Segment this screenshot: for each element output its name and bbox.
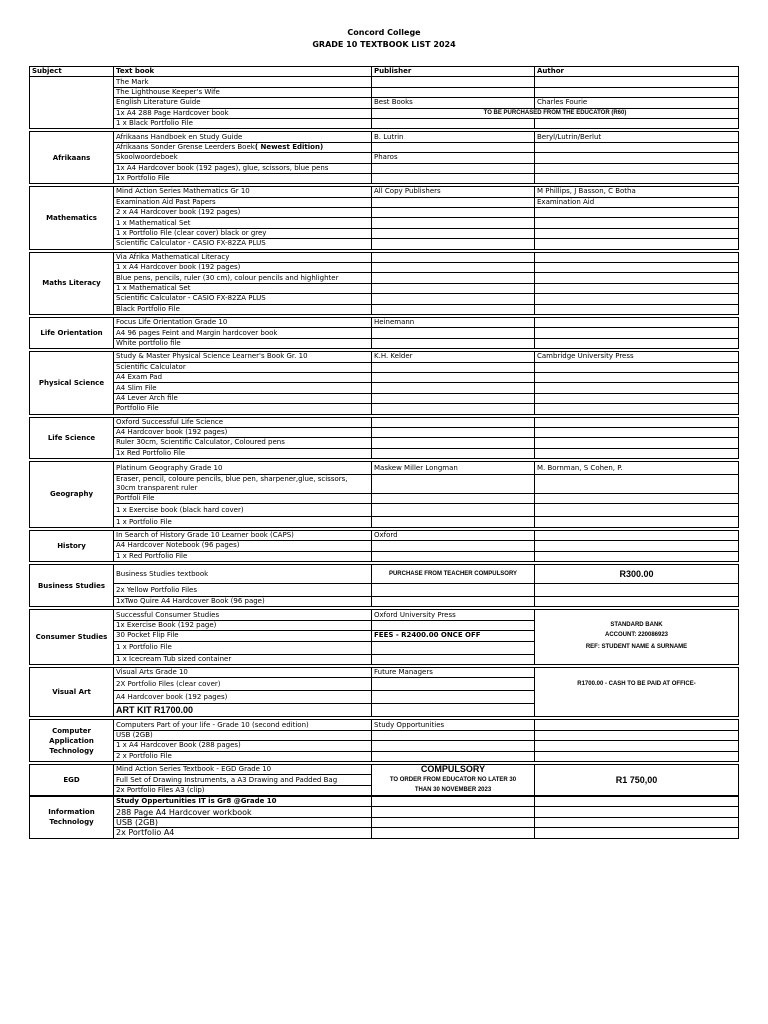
table-row xyxy=(30,98,739,108)
book-cell: 1 x Portfolio File (clear cover) black or grey xyxy=(114,228,372,238)
textbook-table xyxy=(29,66,738,839)
book-cell: Visual Arts Grade 10 xyxy=(114,667,372,677)
book-cell: The Mark xyxy=(114,77,372,87)
table-row xyxy=(30,764,739,774)
table-row xyxy=(30,427,739,437)
publisher-cell: Pharos xyxy=(372,153,535,163)
book-cell: 2 x A4 Hardcover book (192 pages) xyxy=(114,208,372,218)
price-cell: R300.00 xyxy=(535,565,739,584)
book-cell: Scientific Calculator - CASIO FX-82ZA PLUS xyxy=(114,294,372,304)
subject-cell: Computer Application Technology xyxy=(30,720,114,762)
table-row xyxy=(30,87,739,97)
subject-cell: Maths Literacy xyxy=(30,252,114,314)
table-row xyxy=(30,163,739,173)
book-cell: A4 Hardcover book (192 pages) xyxy=(114,427,372,437)
table-row xyxy=(30,775,739,785)
author-cell: Cambridge University Press xyxy=(535,352,739,362)
book-cell: 2 x Portfolio File xyxy=(114,751,372,761)
book-cell: 1 x Exercise book (black hard cover) xyxy=(114,504,372,517)
table-row xyxy=(30,494,739,504)
consumer-studies-group xyxy=(29,609,739,665)
compulsory-label: COMPULSORY xyxy=(372,764,535,774)
book-cell: 1 x A4 Hardcover book (192 pages) xyxy=(114,263,372,273)
table-row xyxy=(30,372,739,382)
book-cell: Black Portfolio File xyxy=(114,304,372,314)
book-cell: 2x Portfolio Files A3 (clip) xyxy=(114,785,372,795)
table-row xyxy=(30,704,739,717)
table-row xyxy=(30,197,739,207)
book-cell: Blue pens, pencils, ruler (30 cm), colour pencils and highlighter xyxy=(114,273,372,283)
table-row xyxy=(30,294,739,304)
table-row xyxy=(30,462,739,475)
table-row xyxy=(30,807,739,817)
publisher-cell: Oxford xyxy=(372,530,535,540)
table-row xyxy=(30,153,739,163)
table-row xyxy=(30,118,739,128)
book-cell: Scientific Calculator xyxy=(114,362,372,372)
table-row xyxy=(30,475,739,494)
book-cell: 30 Pocket Flip File xyxy=(114,631,372,641)
table-row xyxy=(30,263,739,273)
book-cell: 2x Portfolio A4 xyxy=(114,828,372,838)
table-row xyxy=(30,667,739,677)
table-row xyxy=(30,208,739,218)
publisher-cell: All Copy Publishers xyxy=(372,187,535,197)
table-row xyxy=(30,438,739,448)
table-row xyxy=(30,317,739,327)
book-cell: Examination Aid Past Papers xyxy=(114,197,372,207)
table-row xyxy=(30,132,739,142)
table-row xyxy=(30,720,739,730)
book-cell: 2X Portfolio Files (clear cover) xyxy=(114,678,372,691)
purchase-note: TO BE PURCHASED FROM THE EDUCATOR (R60) xyxy=(372,108,739,118)
table-row xyxy=(30,551,739,561)
art-kit-cell: ART KIT R1700.00 xyxy=(114,704,372,717)
business-studies-group xyxy=(29,564,739,607)
book-cell: Platinum Geography Grade 10 xyxy=(114,462,372,475)
publisher-cell: Heinemann xyxy=(372,317,535,327)
book-cell: Full Set of Drawing Instruments, a A3 Drawing and Padded Bag xyxy=(114,775,372,785)
book-cell: Computers Part of your life - Grade 10 (second edition) xyxy=(114,720,372,730)
publisher-cell: Future Managers xyxy=(372,667,535,677)
table-row xyxy=(30,620,739,630)
author-cell: M Phillips, J Basson, C Botha xyxy=(535,187,739,197)
egd-group xyxy=(29,764,739,796)
subject-cell: Consumer Studies xyxy=(30,610,114,665)
mathematics-group xyxy=(29,186,739,249)
publisher-cell: Oxford University Press xyxy=(372,610,535,620)
author-cell: M. Bornman, S Cohen, P. xyxy=(535,462,739,475)
publisher-cell: K.H. Kelder xyxy=(372,352,535,362)
book-cell: Study Oppertunities IT is Gr8 @Grade 10 xyxy=(114,797,372,807)
table-row xyxy=(30,565,739,584)
subject-cell: EGD xyxy=(30,764,114,795)
maths-literacy-group xyxy=(29,252,739,315)
edition-note: ( Newest Edition) xyxy=(254,142,324,151)
table-row xyxy=(30,631,739,641)
table-row xyxy=(30,142,739,152)
subject-cell: Life Science xyxy=(30,417,114,459)
table-row xyxy=(30,641,739,654)
table-row xyxy=(30,404,739,414)
book-cell: 2x Yellow Portfolio Files xyxy=(114,584,372,597)
table-row xyxy=(30,187,739,197)
book-cell: Eraser, pencil, coloure pencils, blue pen, sharpener,glue, scissors, 30cm transparent ruler xyxy=(114,475,372,494)
book-cell: 1xTwo Quire A4 Hardcover Book (96 page) xyxy=(114,597,372,607)
publisher-cell: Best Books xyxy=(372,98,535,108)
table-row xyxy=(30,504,739,517)
book-cell: 1x A4 Hardcover book (192 pages), glue, scissors, blue pens xyxy=(114,163,372,173)
subject-cell: Afrikaans xyxy=(30,132,114,184)
table-row xyxy=(30,741,739,751)
table-row xyxy=(30,584,739,597)
table-row xyxy=(30,228,739,238)
book-cell: 1 x Icecream Tub sized container xyxy=(114,654,372,664)
book-cell: A4 Hardcover Notebook (96 pages) xyxy=(114,541,372,551)
book-cell: Study & Master Physical Science Learner's Book Gr. 10 xyxy=(114,352,372,362)
subject-cell: Geography xyxy=(30,462,114,528)
book-cell: 1 x Mathematical Set xyxy=(114,283,372,293)
author-cell: Charles Fourie xyxy=(535,98,739,108)
author-cell: Beryl/Lutrin/Berlut xyxy=(535,132,739,142)
table-row xyxy=(30,517,739,527)
book-cell: Mind Action Series Mathematics Gr 10 xyxy=(114,187,372,197)
book-cell: Mind Action Series Textbook - EGD Grade 10 xyxy=(114,764,372,774)
book-cell: 1 x Black Portfolio File xyxy=(114,118,372,128)
book-cell: 1 x Red Portfolio File xyxy=(114,551,372,561)
book-cell: Scientific Calculator - CASIO FX-82ZA PLUS xyxy=(114,239,372,249)
subject-cell: Information Technology xyxy=(30,797,114,839)
table-row xyxy=(30,828,739,838)
col-author: Author xyxy=(535,67,739,77)
school-name: Concord College xyxy=(347,28,421,37)
subject-cell: Life Orientation xyxy=(30,317,114,348)
table-row xyxy=(30,283,739,293)
book-cell: 1x Portfolio File xyxy=(114,173,372,183)
table-row xyxy=(30,304,739,314)
book-cell: Focus Life Orientation Grade 10 xyxy=(114,317,372,327)
cat-group xyxy=(29,719,739,762)
book-cell: A4 Exam Pad xyxy=(114,372,372,382)
book-cell: Via Afrika Mathematical Literacy xyxy=(114,252,372,262)
book-cell: 288 Page A4 Hardcover workbook xyxy=(114,807,372,817)
bank-reference: REF: STUDENT NAME & SURNAME xyxy=(535,641,739,654)
book-cell: USB (2GB) xyxy=(114,817,372,827)
book-cell: Afrikaans Handboek en Study Guide xyxy=(114,132,372,142)
table-row xyxy=(30,797,739,807)
table-row xyxy=(30,273,739,283)
book-cell: In Search of History Grade 10 Learner book (CAPS) xyxy=(114,530,372,540)
table-row xyxy=(30,383,739,393)
book-cell: Portfoli File xyxy=(114,494,372,504)
header-row xyxy=(30,67,739,77)
table-row xyxy=(30,730,739,740)
payment-note: R1700.00 - CASH TO BE PAID AT OFFICE- xyxy=(535,678,739,691)
col-subject: Subject xyxy=(30,67,114,77)
geography-group xyxy=(29,461,739,528)
table-row xyxy=(30,597,739,607)
table-row xyxy=(30,108,739,118)
table-row xyxy=(30,817,739,827)
book-cell: English Literature Guide xyxy=(114,98,372,108)
book-cell: A4 Hardcover book (192 pages) xyxy=(114,691,372,704)
col-publisher: Publisher xyxy=(372,67,535,77)
book-cell: 1 x Mathematical Set xyxy=(114,218,372,228)
table-row xyxy=(30,530,739,540)
fees-cell: FEES - R2400.00 ONCE OFF xyxy=(372,631,535,641)
table-row xyxy=(30,239,739,249)
table-row xyxy=(30,393,739,403)
table-row xyxy=(30,173,739,183)
table-row xyxy=(30,691,739,704)
table-row xyxy=(30,352,739,362)
table-row xyxy=(30,541,739,551)
table-row xyxy=(30,417,739,427)
book-cell: 1 x A4 Hardcover Book (288 pages) xyxy=(114,741,372,751)
afrikaans-group xyxy=(29,131,739,184)
book-cell: Skoolwoordeboek xyxy=(114,153,372,163)
bank-name: STANDARD BANK xyxy=(535,620,739,630)
publisher-cell: B. Lutrin xyxy=(372,132,535,142)
physical-science-group xyxy=(29,351,739,414)
table-row xyxy=(30,654,739,664)
book-cell: 1 x Portfolio File xyxy=(114,641,372,654)
table-row xyxy=(30,785,739,795)
order-deadline: THAN 30 NOVEMBER 2023 xyxy=(372,785,535,795)
table-row xyxy=(30,448,739,458)
table-row xyxy=(30,218,739,228)
document-title: GRADE 10 TEXTBOOK LIST 2024 xyxy=(312,40,456,49)
table-row xyxy=(30,751,739,761)
book-cell: A4 Lever Arch file xyxy=(114,393,372,403)
subject-cell xyxy=(30,77,114,129)
history-group xyxy=(29,530,739,562)
book-cell: USB (2GB) xyxy=(114,730,372,740)
subject-cell: Business Studies xyxy=(30,565,114,607)
book-cell: 1x Red Portfolio File xyxy=(114,448,372,458)
book-cell: Business Studies textbook xyxy=(114,565,372,584)
book-cell: A4 96 pages Feint and Margin hardcover book xyxy=(114,328,372,338)
english-group xyxy=(29,66,739,129)
publisher-cell: Study Opportunities xyxy=(372,720,535,730)
book-cell: Portfolio File xyxy=(114,404,372,414)
publisher-cell: Maskew Miller Longman xyxy=(372,462,535,475)
book-cell: A4 Slim File xyxy=(114,383,372,393)
book-cell: White portfolio file xyxy=(114,338,372,348)
book-cell: 1x A4 288 Page Hardcover book xyxy=(114,108,372,118)
book-cell: 1x Exercise Book (192 page) xyxy=(114,620,372,630)
book-cell: 1 x Portfolio File xyxy=(114,517,372,527)
table-row xyxy=(30,610,739,620)
author-cell: Examination Aid xyxy=(535,197,739,207)
subject-cell: History xyxy=(30,530,114,561)
life-orientation-group xyxy=(29,317,739,349)
subject-cell: Physical Science xyxy=(30,352,114,414)
life-science-group xyxy=(29,417,739,460)
book-cell: Ruler 30cm, Scientific Calculator, Coloured pens xyxy=(114,438,372,448)
bank-account: ACCOUNT: 220086923 xyxy=(535,631,739,641)
book-cell: Oxford Successful Life Science xyxy=(114,417,372,427)
book-title: Afrikaans Sonder Grense Leerders Boek xyxy=(116,142,255,151)
table-row xyxy=(30,77,739,87)
col-book: Text book xyxy=(114,67,372,77)
subject-cell: Mathematics xyxy=(30,187,114,249)
table-row xyxy=(30,328,739,338)
table-row xyxy=(30,338,739,348)
order-note: TO ORDER FROM EDUCATOR NO LATER 30 xyxy=(372,775,535,785)
it-group xyxy=(29,796,739,839)
book-cell xyxy=(114,142,372,152)
table-row xyxy=(30,252,739,262)
visual-art-group xyxy=(29,667,739,717)
book-cell: Successful Consumer Studies xyxy=(114,610,372,620)
price-cell: R1 750,00 xyxy=(535,775,739,785)
publisher-note: PURCHASE FROM TEACHER COMPULSORY xyxy=(372,565,535,584)
book-cell: The Lighthouse Keeper's Wife xyxy=(114,87,372,97)
subject-cell: Visual Art xyxy=(30,667,114,716)
table-row xyxy=(30,362,739,372)
table-row xyxy=(30,678,739,691)
